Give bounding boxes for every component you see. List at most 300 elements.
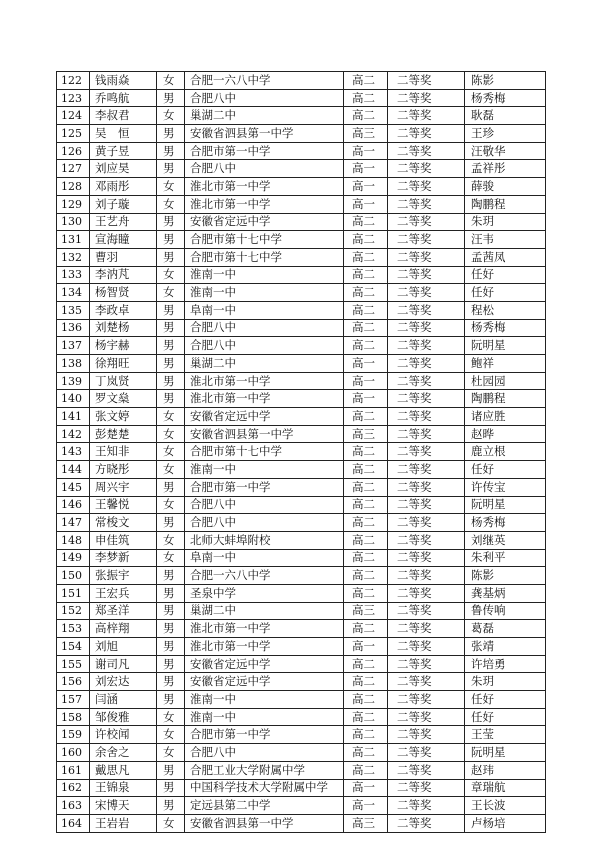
school-cell: 合肥八中: [185, 744, 344, 762]
award-cell: 二等奖: [388, 655, 465, 673]
serial-number-cell: 141: [57, 408, 90, 426]
grade-cell: 高二: [344, 514, 388, 532]
serial-number-cell: 146: [57, 496, 90, 514]
student-name-cell: 邓雨彤: [90, 178, 157, 196]
school-cell: 合肥一六八中学: [185, 567, 344, 585]
teacher-cell: 张靖: [465, 638, 546, 656]
teacher-cell: 诸应胜: [465, 408, 546, 426]
teacher-cell: 孟祥彤: [465, 160, 546, 178]
award-cell: 二等奖: [388, 390, 465, 408]
student-name-cell: 刘应昊: [90, 160, 157, 178]
gender-cell: 女: [157, 195, 185, 213]
student-name-cell: 黄子昱: [90, 142, 157, 160]
grade-cell: 高二: [344, 231, 388, 249]
table-row: [57, 248, 546, 266]
student-name-cell: 王岩岩: [90, 814, 157, 832]
serial-number-cell: 149: [57, 549, 90, 567]
teacher-cell: 孟茜凤: [465, 248, 546, 266]
gender-cell: 男: [157, 390, 185, 408]
teacher-cell: 赵玮: [465, 761, 546, 779]
grade-cell: 高二: [344, 620, 388, 638]
award-cell: 二等奖: [388, 89, 465, 107]
gender-cell: 女: [157, 708, 185, 726]
teacher-cell: 鲍祥: [465, 355, 546, 373]
teacher-cell: 耿磊: [465, 107, 546, 125]
student-name-cell: 李叔君: [90, 107, 157, 125]
grade-cell: 高二: [344, 301, 388, 319]
award-cell: 二等奖: [388, 266, 465, 284]
student-name-cell: 杨智贤: [90, 284, 157, 302]
student-name-cell: 刘旭: [90, 638, 157, 656]
table-row: [57, 319, 546, 337]
grade-cell: 高一: [344, 355, 388, 373]
student-name-cell: 王馨悦: [90, 496, 157, 514]
table-row: [57, 266, 546, 284]
gender-cell: 女: [157, 284, 185, 302]
table-row: [57, 514, 546, 532]
serial-number-cell: 143: [57, 443, 90, 461]
award-cell: 二等奖: [388, 673, 465, 691]
grade-cell: 高二: [344, 213, 388, 231]
teacher-cell: 陶鹏程: [465, 390, 546, 408]
grade-cell: 高二: [344, 744, 388, 762]
student-name-cell: 李汭芃: [90, 266, 157, 284]
teacher-cell: 朱玥: [465, 673, 546, 691]
serial-number-cell: 127: [57, 160, 90, 178]
grade-cell: 高二: [344, 708, 388, 726]
gender-cell: 女: [157, 549, 185, 567]
student-name-cell: 宋博天: [90, 797, 157, 815]
teacher-cell: 任好: [465, 266, 546, 284]
teacher-cell: 陈影: [465, 567, 546, 585]
table-row: [57, 390, 546, 408]
teacher-cell: 刘继英: [465, 531, 546, 549]
grade-cell: 高二: [344, 549, 388, 567]
award-cell: 二等奖: [388, 142, 465, 160]
serial-number-cell: 162: [57, 779, 90, 797]
table-row: [57, 602, 546, 620]
serial-number-cell: 133: [57, 266, 90, 284]
grade-cell: 高一: [344, 195, 388, 213]
award-cell: 二等奖: [388, 708, 465, 726]
teacher-cell: 程松: [465, 301, 546, 319]
award-cell: 二等奖: [388, 567, 465, 585]
serial-number-cell: 123: [57, 89, 90, 107]
grade-cell: 高二: [344, 266, 388, 284]
teacher-cell: 陈影: [465, 72, 546, 90]
serial-number-cell: 125: [57, 125, 90, 143]
school-cell: 合肥八中: [185, 160, 344, 178]
serial-number-cell: 163: [57, 797, 90, 815]
award-cell: 二等奖: [388, 779, 465, 797]
student-name-cell: 乔鸣航: [90, 89, 157, 107]
school-cell: 合肥八中: [185, 89, 344, 107]
teacher-cell: 许传宝: [465, 478, 546, 496]
gender-cell: 男: [157, 89, 185, 107]
student-name-cell: 谢司凡: [90, 655, 157, 673]
gender-cell: 男: [157, 213, 185, 231]
table-row: [57, 178, 546, 196]
serial-number-cell: 155: [57, 655, 90, 673]
award-cell: 二等奖: [388, 248, 465, 266]
award-cell: 二等奖: [388, 638, 465, 656]
serial-number-cell: 150: [57, 567, 90, 585]
school-cell: 合肥一六八中学: [185, 72, 344, 90]
award-cell: 二等奖: [388, 408, 465, 426]
serial-number-cell: 124: [57, 107, 90, 125]
table-row: [57, 231, 546, 249]
award-cell: 二等奖: [388, 602, 465, 620]
table-row: [57, 478, 546, 496]
gender-cell: 女: [157, 814, 185, 832]
table-row: [57, 72, 546, 90]
school-cell: 合肥八中: [185, 319, 344, 337]
student-name-cell: 徐翔旺: [90, 355, 157, 373]
school-cell: 合肥工业大学附属中学: [185, 761, 344, 779]
teacher-cell: 杨秀梅: [465, 319, 546, 337]
school-cell: 淮南一中: [185, 266, 344, 284]
serial-number-cell: 161: [57, 761, 90, 779]
award-cell: 二等奖: [388, 531, 465, 549]
grade-cell: 高二: [344, 531, 388, 549]
gender-cell: 男: [157, 761, 185, 779]
award-cell: 二等奖: [388, 691, 465, 709]
table-row: [57, 337, 546, 355]
gender-cell: 男: [157, 691, 185, 709]
serial-number-cell: 144: [57, 461, 90, 479]
serial-number-cell: 154: [57, 638, 90, 656]
school-cell: 北师大蚌埠附校: [185, 531, 344, 549]
student-name-cell: 常梭文: [90, 514, 157, 532]
teacher-cell: 王莹: [465, 726, 546, 744]
award-cell: 二等奖: [388, 125, 465, 143]
table-row: [57, 461, 546, 479]
serial-number-cell: 160: [57, 744, 90, 762]
grade-cell: 高二: [344, 319, 388, 337]
grade-cell: 高二: [344, 248, 388, 266]
table-row: [57, 408, 546, 426]
serial-number-cell: 164: [57, 814, 90, 832]
serial-number-cell: 138: [57, 355, 90, 373]
school-cell: 合肥市第一中学: [185, 726, 344, 744]
gender-cell: 男: [157, 142, 185, 160]
gender-cell: 男: [157, 602, 185, 620]
gender-cell: 女: [157, 443, 185, 461]
gender-cell: 女: [157, 726, 185, 744]
serial-number-cell: 156: [57, 673, 90, 691]
serial-number-cell: 129: [57, 195, 90, 213]
school-cell: 合肥市第一中学: [185, 478, 344, 496]
table-row: [57, 549, 546, 567]
grade-cell: 高一: [344, 178, 388, 196]
grade-cell: 高二: [344, 408, 388, 426]
grade-cell: 高二: [344, 107, 388, 125]
gender-cell: 男: [157, 638, 185, 656]
gender-cell: 男: [157, 478, 185, 496]
serial-number-cell: 145: [57, 478, 90, 496]
student-name-cell: 刘楚杨: [90, 319, 157, 337]
teacher-cell: 任好: [465, 461, 546, 479]
table-row: [57, 691, 546, 709]
teacher-cell: 任好: [465, 284, 546, 302]
teacher-cell: 鹿立根: [465, 443, 546, 461]
serial-number-cell: 139: [57, 372, 90, 390]
table-row: [57, 531, 546, 549]
award-list-table: [56, 71, 546, 833]
serial-number-cell: 135: [57, 301, 90, 319]
school-cell: 中国科学技术大学附属中学: [185, 779, 344, 797]
table-row: [57, 708, 546, 726]
award-cell: 二等奖: [388, 213, 465, 231]
school-cell: 安徽省泗县第一中学: [185, 814, 344, 832]
serial-number-cell: 159: [57, 726, 90, 744]
school-cell: 淮北市第一中学: [185, 390, 344, 408]
gender-cell: 女: [157, 461, 185, 479]
school-cell: 合肥市第一中学: [185, 142, 344, 160]
table-row: [57, 142, 546, 160]
award-cell: 二等奖: [388, 461, 465, 479]
serial-number-cell: 140: [57, 390, 90, 408]
teacher-cell: 朱利平: [465, 549, 546, 567]
student-name-cell: 王宏兵: [90, 584, 157, 602]
table-row: [57, 584, 546, 602]
student-name-cell: 余舍之: [90, 744, 157, 762]
teacher-cell: 任好: [465, 708, 546, 726]
table-row: [57, 744, 546, 762]
table-row: [57, 89, 546, 107]
student-name-cell: 方晓彤: [90, 461, 157, 479]
school-cell: 淮北市第一中学: [185, 638, 344, 656]
award-cell: 二等奖: [388, 319, 465, 337]
gender-cell: 男: [157, 248, 185, 266]
gender-cell: 男: [157, 673, 185, 691]
grade-cell: 高二: [344, 72, 388, 90]
teacher-cell: 葛磊: [465, 620, 546, 638]
gender-cell: 男: [157, 301, 185, 319]
school-cell: 巢湖二中: [185, 602, 344, 620]
table-row: [57, 638, 546, 656]
gender-cell: 男: [157, 797, 185, 815]
school-cell: 合肥市第十七中学: [185, 443, 344, 461]
teacher-cell: 杜园园: [465, 372, 546, 390]
serial-number-cell: 136: [57, 319, 90, 337]
gender-cell: 女: [157, 408, 185, 426]
school-cell: 安徽省泗县第一中学: [185, 125, 344, 143]
grade-cell: 高二: [344, 691, 388, 709]
teacher-cell: 章瑞航: [465, 779, 546, 797]
grade-cell: 高一: [344, 797, 388, 815]
gender-cell: 女: [157, 178, 185, 196]
award-cell: 二等奖: [388, 337, 465, 355]
student-name-cell: 丁岚贤: [90, 372, 157, 390]
table-row: [57, 125, 546, 143]
grade-cell: 高二: [344, 337, 388, 355]
table-row: [57, 496, 546, 514]
table-row: [57, 284, 546, 302]
serial-number-cell: 152: [57, 602, 90, 620]
table-row: [57, 673, 546, 691]
table-row: [57, 567, 546, 585]
grade-cell: 高三: [344, 602, 388, 620]
teacher-cell: 阮明星: [465, 744, 546, 762]
student-name-cell: 申佳筑: [90, 531, 157, 549]
grade-cell: 高二: [344, 89, 388, 107]
award-cell: 二等奖: [388, 178, 465, 196]
school-cell: 安徽省定远中学: [185, 673, 344, 691]
student-name-cell: 王锦泉: [90, 779, 157, 797]
serial-number-cell: 148: [57, 531, 90, 549]
grade-cell: 高一: [344, 390, 388, 408]
table-row: [57, 160, 546, 178]
award-cell: 二等奖: [388, 478, 465, 496]
school-cell: 巢湖二中: [185, 107, 344, 125]
gender-cell: 男: [157, 337, 185, 355]
serial-number-cell: 128: [57, 178, 90, 196]
serial-number-cell: 131: [57, 231, 90, 249]
gender-cell: 男: [157, 231, 185, 249]
teacher-cell: 赵晔: [465, 425, 546, 443]
serial-number-cell: 134: [57, 284, 90, 302]
student-name-cell: 吴 恒: [90, 125, 157, 143]
school-cell: 安徽省定远中学: [185, 408, 344, 426]
grade-cell: 高三: [344, 125, 388, 143]
gender-cell: 男: [157, 514, 185, 532]
school-cell: 淮南一中: [185, 691, 344, 709]
school-cell: 淮南一中: [185, 461, 344, 479]
grade-cell: 高二: [344, 496, 388, 514]
teacher-cell: 龚基炳: [465, 584, 546, 602]
table-row: [57, 797, 546, 815]
serial-number-cell: 137: [57, 337, 90, 355]
grade-cell: 高二: [344, 284, 388, 302]
student-name-cell: 张振宇: [90, 567, 157, 585]
serial-number-cell: 153: [57, 620, 90, 638]
teacher-cell: 王珍: [465, 125, 546, 143]
student-name-cell: 戴思凡: [90, 761, 157, 779]
table-row: [57, 443, 546, 461]
school-cell: 合肥市第十七中学: [185, 248, 344, 266]
serial-number-cell: 151: [57, 584, 90, 602]
serial-number-cell: 158: [57, 708, 90, 726]
gender-cell: 女: [157, 107, 185, 125]
gender-cell: 男: [157, 160, 185, 178]
gender-cell: 男: [157, 372, 185, 390]
serial-number-cell: 130: [57, 213, 90, 231]
school-cell: 合肥八中: [185, 514, 344, 532]
gender-cell: 男: [157, 567, 185, 585]
grade-cell: 高二: [344, 461, 388, 479]
award-cell: 二等奖: [388, 514, 465, 532]
teacher-cell: 杨秀梅: [465, 89, 546, 107]
school-cell: 阜南一中: [185, 301, 344, 319]
award-cell: 二等奖: [388, 584, 465, 602]
table-row: [57, 195, 546, 213]
grade-cell: 高一: [344, 160, 388, 178]
teacher-cell: 汪韦: [465, 231, 546, 249]
student-name-cell: 高梓翔: [90, 620, 157, 638]
table-row: [57, 372, 546, 390]
grade-cell: 高二: [344, 726, 388, 744]
award-cell: 二等奖: [388, 160, 465, 178]
school-cell: 淮北市第一中学: [185, 372, 344, 390]
teacher-cell: 朱玥: [465, 213, 546, 231]
student-name-cell: 杨宇赫: [90, 337, 157, 355]
school-cell: 阜南一中: [185, 549, 344, 567]
student-name-cell: 宣海瞳: [90, 231, 157, 249]
grade-cell: 高一: [344, 779, 388, 797]
serial-number-cell: 147: [57, 514, 90, 532]
gender-cell: 女: [157, 496, 185, 514]
award-cell: 二等奖: [388, 496, 465, 514]
student-name-cell: 曹羽: [90, 248, 157, 266]
serial-number-cell: 122: [57, 72, 90, 90]
award-cell: 二等奖: [388, 620, 465, 638]
award-cell: 二等奖: [388, 107, 465, 125]
teacher-cell: 王长波: [465, 797, 546, 815]
gender-cell: 女: [157, 425, 185, 443]
student-name-cell: 邹俊雅: [90, 708, 157, 726]
gender-cell: 男: [157, 319, 185, 337]
teacher-cell: 薛骏: [465, 178, 546, 196]
teacher-cell: 鲁传响: [465, 602, 546, 620]
grade-cell: 高二: [344, 761, 388, 779]
student-name-cell: 周兴宇: [90, 478, 157, 496]
award-cell: 二等奖: [388, 726, 465, 744]
grade-cell: 高二: [344, 567, 388, 585]
award-cell: 二等奖: [388, 549, 465, 567]
school-cell: 安徽省定远中学: [185, 655, 344, 673]
school-cell: 淮南一中: [185, 284, 344, 302]
gender-cell: 男: [157, 779, 185, 797]
gender-cell: 女: [157, 72, 185, 90]
grade-cell: 高二: [344, 655, 388, 673]
school-cell: 合肥八中: [185, 496, 344, 514]
school-cell: 安徽省泗县第一中学: [185, 425, 344, 443]
school-cell: 巢湖二中: [185, 355, 344, 373]
school-cell: 安徽省定远中学: [185, 213, 344, 231]
gender-cell: 男: [157, 125, 185, 143]
student-name-cell: 张文婷: [90, 408, 157, 426]
student-name-cell: 罗文燊: [90, 390, 157, 408]
serial-number-cell: 132: [57, 248, 90, 266]
table-row: [57, 213, 546, 231]
student-name-cell: 李梦新: [90, 549, 157, 567]
table-row: [57, 355, 546, 373]
student-name-cell: 李政卓: [90, 301, 157, 319]
teacher-cell: 杨秀梅: [465, 514, 546, 532]
table-row: [57, 779, 546, 797]
teacher-cell: 阮明星: [465, 496, 546, 514]
teacher-cell: 陶鹏程: [465, 195, 546, 213]
grade-cell: 高一: [344, 638, 388, 656]
award-cell: 二等奖: [388, 195, 465, 213]
student-name-cell: 王知非: [90, 443, 157, 461]
gender-cell: 男: [157, 584, 185, 602]
award-cell: 二等奖: [388, 425, 465, 443]
award-cell: 二等奖: [388, 797, 465, 815]
student-name-cell: 钱雨焱: [90, 72, 157, 90]
award-cell: 二等奖: [388, 231, 465, 249]
grade-cell: 高二: [344, 443, 388, 461]
gender-cell: 男: [157, 620, 185, 638]
school-cell: 淮北市第一中学: [185, 195, 344, 213]
teacher-cell: 任好: [465, 691, 546, 709]
serial-number-cell: 157: [57, 691, 90, 709]
table-row: [57, 726, 546, 744]
school-cell: 淮南一中: [185, 708, 344, 726]
award-cell: 二等奖: [388, 72, 465, 90]
award-cell: 二等奖: [388, 814, 465, 832]
